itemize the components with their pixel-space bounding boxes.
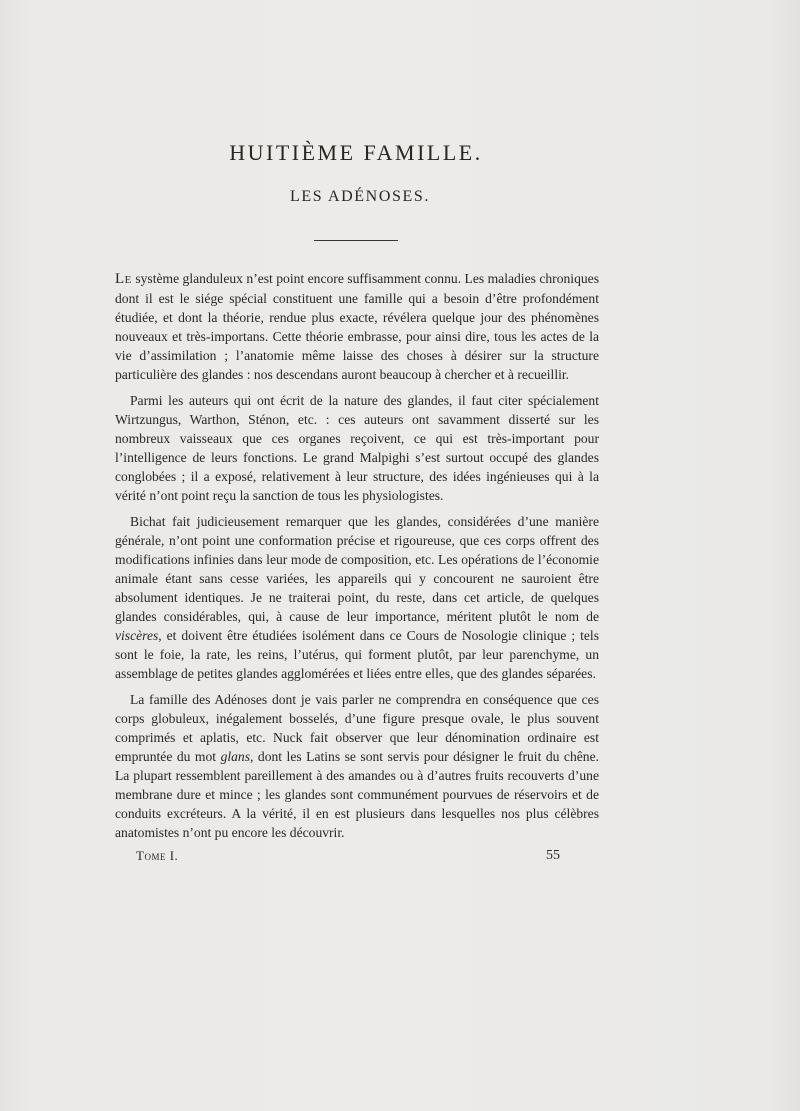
family-title: HUITIÈME FAMILLE. bbox=[229, 140, 483, 165]
paragraph-2 bbox=[115, 391, 599, 505]
section-title: LES ADÉNOSES. bbox=[290, 188, 430, 205]
paragraph-4 bbox=[115, 690, 599, 842]
paragraph-4-text-a: La famille des Adénoses dont je vais parler ne comprendra en conséquence que ces corps globuleux, inégalement bosselés, d’une figure presque ovale, le plus souvent comprimés et aplatis, etc. Nuck fait observer que leur dénomination ordinaire est empruntée du mot bbox=[115, 692, 599, 764]
paragraph-4-text-b: , dont les Latins se sont servis pour désigner le fruit du chêne. La plupart ressemblent pareillement à des amandes ou à d’autres fruits recouverts d’une membrane dure et mince ; les glandes sont communément pourvues de réservoirs et de conduits excréteurs. A la vérité, il en est plusieurs dans lesquelles nos plus célèbres anatomistes n’ont pu encore les découvrir. bbox=[115, 749, 600, 840]
lead-word: Le bbox=[115, 271, 132, 287]
paragraph-4-italic: glans bbox=[220, 749, 251, 764]
tome-label: Tome I. bbox=[136, 848, 179, 863]
title-rule bbox=[314, 240, 398, 241]
page-number: 55 bbox=[546, 848, 560, 863]
paragraph-1 bbox=[115, 269, 599, 384]
paragraph-1-text: système glanduleux n’est point encore suffisamment connu. Les maladies chroniques dont il est le siége spécial constituent une famille qui a besoin d’être profondément étudiée, et dont la théorie, rendue plus exacte, révélera quelque jour des phénomènes nouveaux et très-importans. Cette théorie embrasse, pour ainsi dire, tous les actes de la vie d’assimilation ; l’anatomie même laisse des choses à désirer sur la structure particulière des glandes : nos descendans auront beaucoup à chercher et à recueillir. bbox=[115, 271, 599, 382]
paragraph-3-text-b: , et doivent être étudiées isolément dans ce Cours de Nosologie clinique ; tels sont le foie, la rate, les reins, l’utérus, qui forment plutôt, par leur parenchyme, un assemblage de petites glandes agglomérées et liées entre elles, que des glandes séparées. bbox=[115, 628, 599, 681]
paragraph-2-text: Parmi les auteurs qui ont écrit de la nature des glandes, il faut citer spécialement Wirtzungus, Warthon, Sténon, etc. : ces auteurs ont savamment disserté sur les nombreux vaisseaux que ces organes reçoivent, ce qui est très-important pour l’intelligence de leurs fonctions. Le grand Malpighi s’est surtout occupé des glandes conglobées ; il a exposé, relativement à leur structure, des idées ingénieuses qui à la vérité n’ont point reçu la sanction de tous les physiologistes. bbox=[115, 393, 599, 503]
body-text bbox=[115, 269, 599, 849]
paragraph-3-text-a: Bichat fait judicieusement remarquer que les glandes, considérées d’une manière générale, n’ont point une conformation précise et rigoureuse, que ces corps offrent des modifications infinies dans leur mode de composition, etc. Les opérations de l’économie animale étant sans cesse variées, les appareils qui y concourent ne sauroient être absolument identiques. Je ne traiterai point, du reste, dans cet article, de quelques glandes considérables, qui, à cause de leur importance, méritent plutôt le nom de bbox=[115, 514, 599, 624]
paragraph-3 bbox=[115, 512, 599, 683]
paragraph-3-italic: viscères bbox=[115, 628, 159, 643]
